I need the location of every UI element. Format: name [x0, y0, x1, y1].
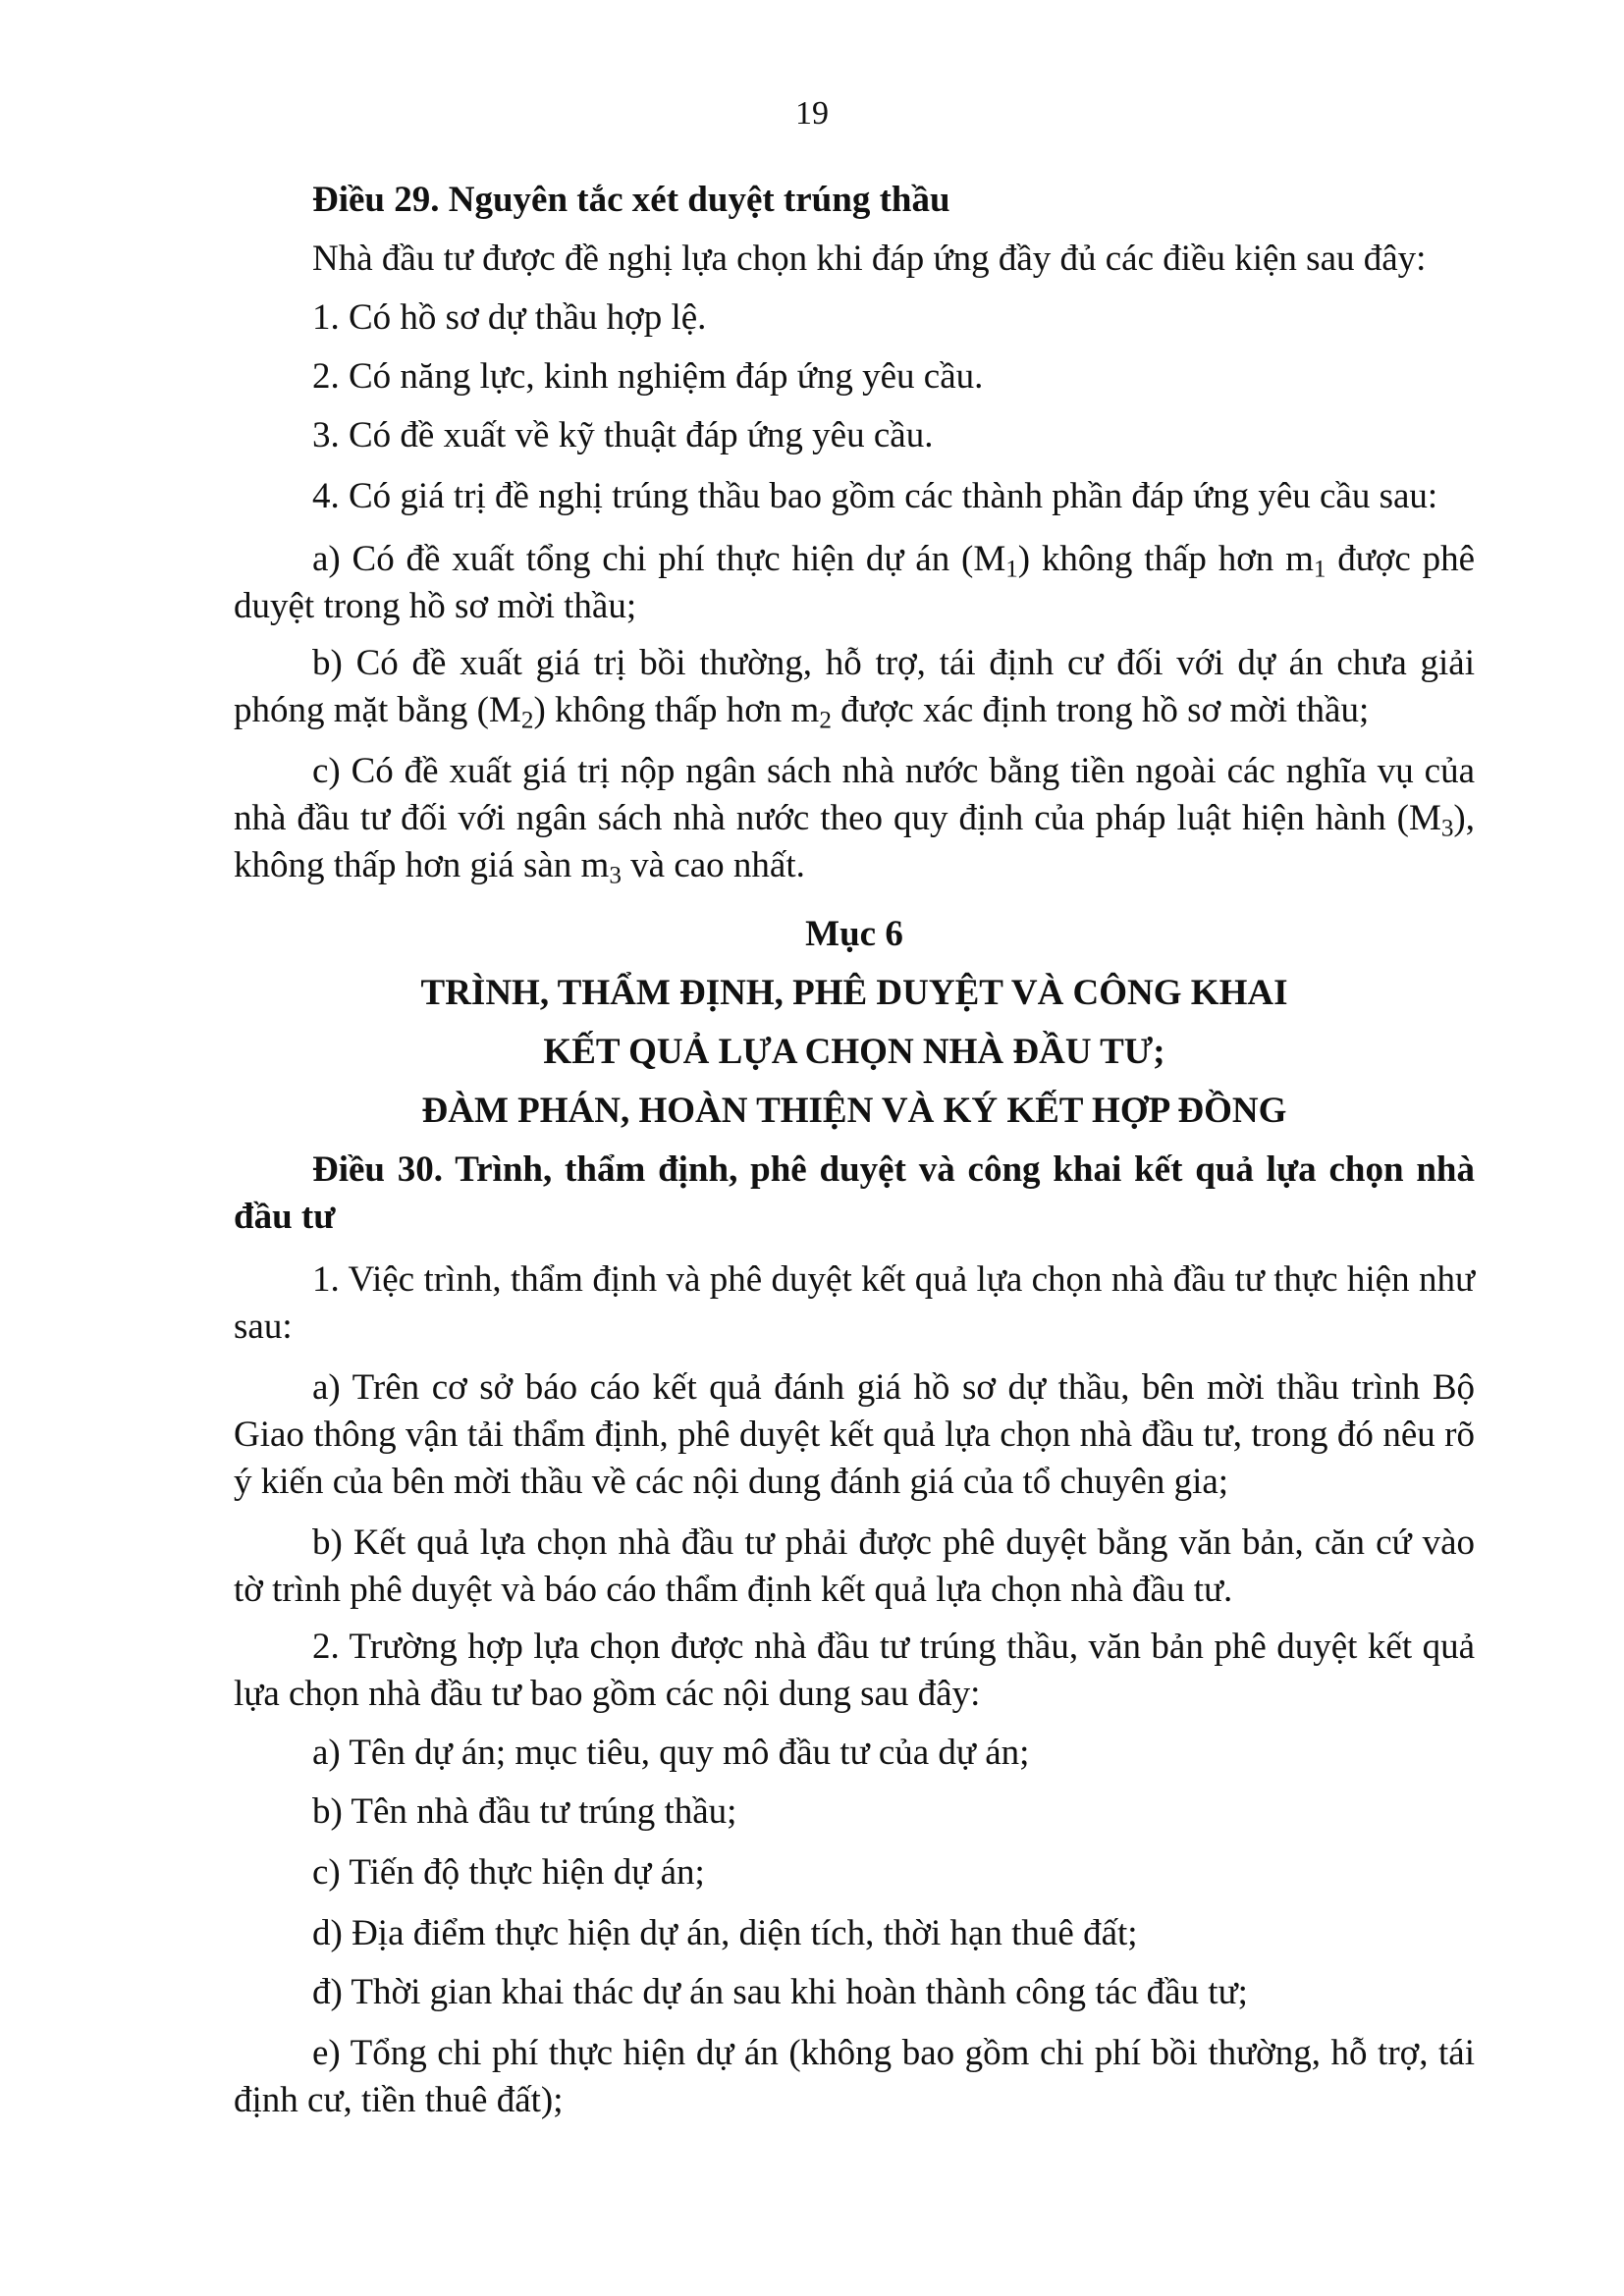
- item-c-text-1: c) Có đề xuất giá trị nộp ngân sách nhà nước bằng tiền ngoài các nghĩa vụ của nhà đầu tư đối với ngân sách nhà nước theo quy định của pháp luật hiện hành (M: [234, 751, 1475, 838]
- item-a-sub-1: 1: [1005, 556, 1018, 583]
- item-b-text-1: b) Có đề xuất giá trị bồi thường, hỗ trợ, tái định cư đối với dự án chưa giải phóng mặt bằng (M: [234, 643, 1475, 730]
- article-29-item-3: 3. Có đề xuất về kỹ thuật đáp ứng yêu cầu.: [312, 415, 934, 455]
- article-30-para-1b: b) Kết quả lựa chọn nhà đầu tư phải được phê duyệt bằng văn bản, căn cứ vào tờ trình phê duyệt và báo cáo thẩm định kết quả lựa chọn nhà đầu tư.: [234, 1522, 1475, 1610]
- article-30-para-2: 2. Trường hợp lựa chọn được nhà đầu tư trúng thầu, văn bản phê duyệt kết quả lựa chọn nhà đầu tư bao gồm các nội dung sau đây:: [234, 1627, 1475, 1714]
- section-title-line-2: KẾT QUẢ LỰA CHỌN NHÀ ĐẦU TƯ;: [543, 1032, 1165, 1072]
- item-c-sub-2: 3: [609, 862, 622, 889]
- section-label: Mục 6: [805, 914, 903, 954]
- article-29-item-a: [234, 536, 1475, 630]
- page-number: 19: [795, 95, 829, 132]
- article-29-item-c: [234, 748, 1475, 889]
- article-29-item-b: [234, 640, 1475, 734]
- item-b-sub-2: 2: [819, 707, 832, 734]
- article-30-para-1a: a) Trên cơ sở báo cáo kết quả đánh giá hồ sơ dự thầu, bên mời thầu trình Bộ Giao thông vận tải thẩm định, phê duyệt kết quả lựa chọn nhà đầu tư, trong đó nêu rõ ý kiến của bên mời thầu về các nội dung đánh giá của tổ chuyên gia;: [234, 1367, 1475, 1502]
- item-b-sub-1: 2: [520, 707, 534, 734]
- article-29-intro: Nhà đầu tư được đề nghị lựa chọn khi đáp ứng đầy đủ các điều kiện sau đây:: [312, 239, 1427, 279]
- item-a-text-1: a) Có đề xuất tổng chi phí thực hiện dự án (M: [312, 539, 1006, 579]
- section-title-line-1: TRÌNH, THẨM ĐỊNH, PHÊ DUYỆT VÀ CÔNG KHAI: [420, 973, 1288, 1013]
- item-a-sub-2: 1: [1313, 556, 1326, 583]
- item-a-text-3: được phê duyệt trong hồ sơ mời thầu;: [234, 539, 1475, 626]
- article-30-para-2e: e) Tổng chi phí thực hiện dự án (không bao gồm chi phí bồi thường, hỗ trợ, tái định cư, tiền thuê đất);: [234, 2033, 1475, 2120]
- article-29-item-1: 1. Có hồ sơ dự thầu hợp lệ.: [312, 297, 707, 338]
- item-c-text-3: và cao nhất.: [621, 845, 805, 885]
- article-29-item-2: 2. Có năng lực, kinh nghiệm đáp ứng yêu cầu.: [312, 356, 984, 397]
- article-30-para-1: 1. Việc trình, thẩm định và phê duyệt kết quả lựa chọn nhà đầu tư thực hiện như sau:: [234, 1259, 1475, 1347]
- item-b-text-3: được xác định trong hồ sơ mời thầu;: [831, 690, 1370, 730]
- article-30-para-2d: d) Địa điểm thực hiện dự án, diện tích, thời hạn thuê đất;: [312, 1913, 1138, 1953]
- item-c-sub-1: 3: [1440, 815, 1454, 842]
- item-c-text-2: ), không thấp hơn giá sàn m: [234, 798, 1475, 885]
- article-30-para-2dd: đ) Thời gian khai thác dự án sau khi hoàn thành công tác đầu tư;: [312, 1972, 1248, 2012]
- item-a-text-2: ) không thấp hơn m: [1017, 539, 1314, 579]
- item-b-text-2: ) không thấp hơn m: [533, 690, 820, 730]
- article-30-para-2c: c) Tiến độ thực hiện dự án;: [312, 1852, 705, 1893]
- article-29-item-4: 4. Có giá trị đề nghị trúng thầu bao gồm các thành phần đáp ứng yêu cầu sau:: [312, 476, 1438, 516]
- section-title-line-3: ĐÀM PHÁN, HOÀN THIỆN VÀ KÝ KẾT HỢP ĐỒNG: [421, 1091, 1287, 1131]
- article-29-heading: Điều 29. Nguyên tắc xét duyệt trúng thầu: [312, 180, 950, 220]
- article-30-para-2a: a) Tên dự án; mục tiêu, quy mô đầu tư của dự án;: [312, 1733, 1030, 1773]
- article-30-para-2b: b) Tên nhà đầu tư trúng thầu;: [312, 1791, 737, 1832]
- article-30-heading: Điều 30. Trình, thẩm định, phê duyệt và công khai kết quả lựa chọn nhà đầu tư: [234, 1149, 1475, 1237]
